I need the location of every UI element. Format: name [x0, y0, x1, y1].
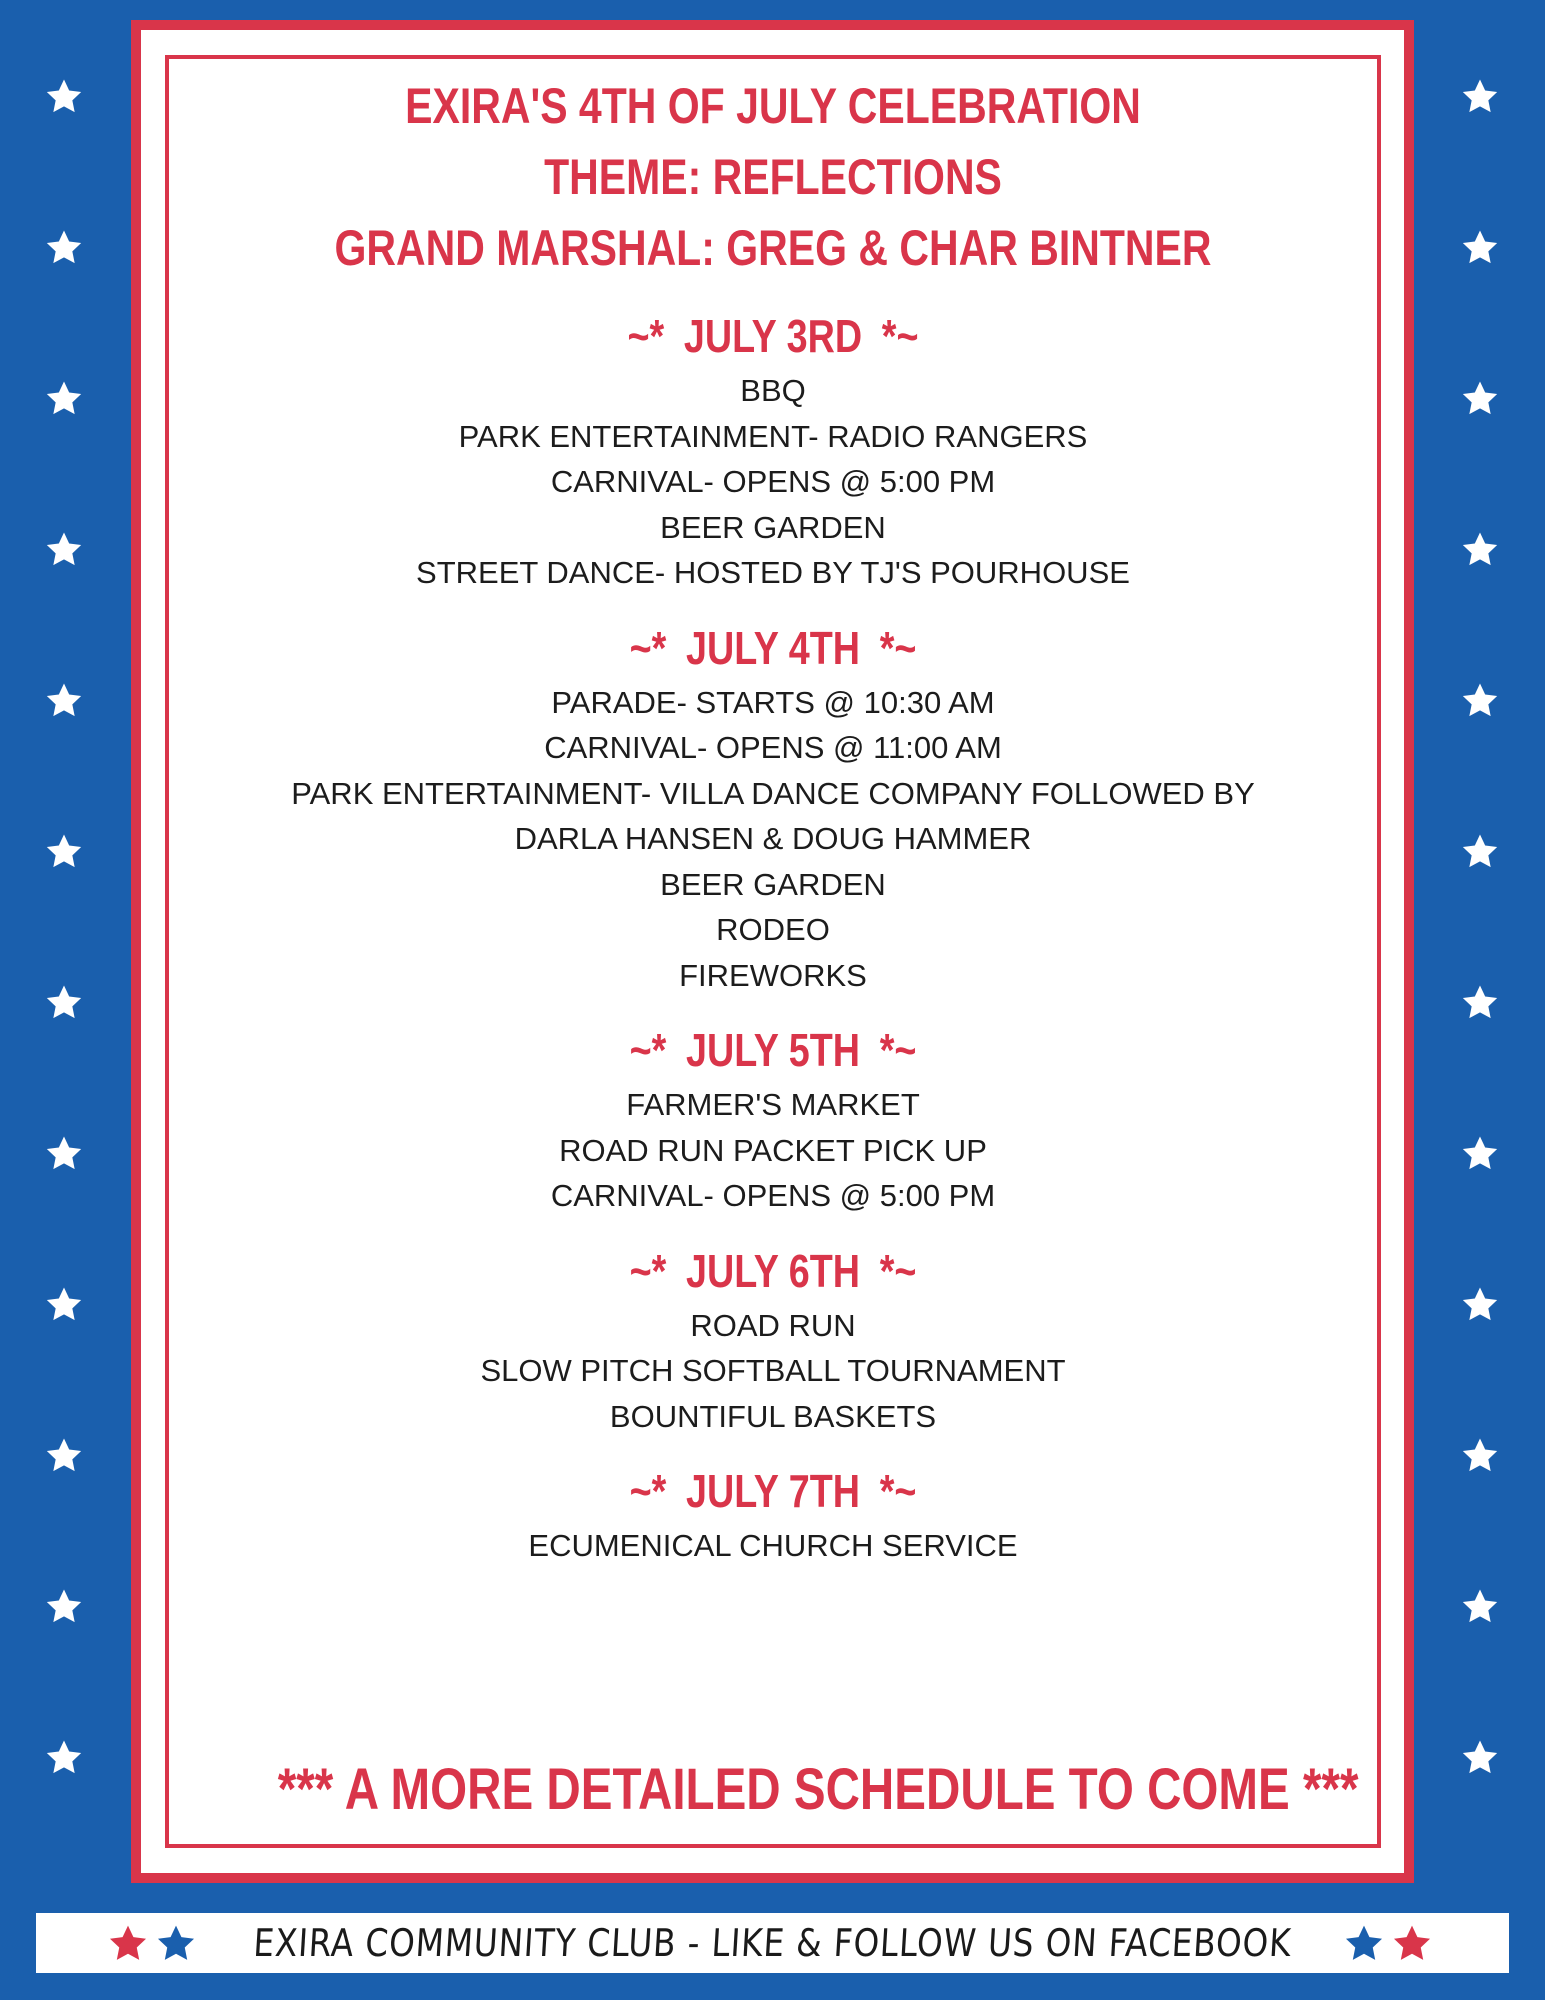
day-title: [278, 1022, 1269, 1078]
schedule-item: ROAD RUN PACKET PICK UP: [559, 1132, 987, 1168]
schedule-item: DARLA HANSEN & DOUG HAMMER: [514, 821, 1032, 856]
day-title-prefix: ~*: [629, 1244, 667, 1297]
flyer-header: [169, 71, 1377, 284]
white-star-icon: [44, 1285, 84, 1436]
white-star-icon: [44, 1738, 84, 1889]
red-star-icon: [1390, 1923, 1434, 1965]
white-star-icon: [1460, 1587, 1500, 1738]
schedule: [169, 308, 1377, 1569]
day-title-text: JULY 7TH: [685, 1465, 861, 1517]
schedule-item: PARK ENTERTAINMENT- VILLA DANCE COMPANY FOLLOWED BY: [291, 775, 1255, 811]
event-title: EXIRA'S 4TH OF JULY CELEBRATION: [405, 78, 1141, 134]
detailed-schedule-note: *** A MORE DETAILED SCHEDULE TO COME ***: [277, 1757, 1359, 1822]
day-title-suffix: *~: [879, 1465, 917, 1517]
schedule-item: FIREWORKS: [679, 957, 867, 993]
red-star-icon: [106, 1923, 150, 1965]
day-section: [169, 308, 1377, 596]
day-title: [278, 1243, 1269, 1299]
white-star-icon: [44, 77, 84, 228]
footer-bar: [36, 1913, 1509, 1973]
footer-text: EXIRA COMMUNITY CLUB - LIKE & FOLLOW US ON FACEBOOK: [252, 1921, 1293, 1965]
blue-star-icon: [154, 1923, 198, 1965]
day-title-text: JULY 6TH: [685, 1244, 861, 1297]
white-star-icon: [44, 1134, 84, 1285]
day-title-text: JULY 4TH: [685, 621, 861, 674]
schedule-item: CARNIVAL- OPENS @ 11:00 AM: [544, 730, 1002, 765]
day-title-text: JULY 3RD: [683, 310, 863, 362]
day-title-prefix: ~*: [629, 1024, 667, 1076]
schedule-item: PARK ENTERTAINMENT- RADIO RANGERS: [458, 418, 1088, 454]
day-section: [169, 1022, 1377, 1219]
day-section: [169, 1243, 1377, 1440]
flyer-content: [169, 59, 1377, 1569]
schedule-item: BEER GARDEN: [660, 866, 886, 902]
white-star-icon: [1460, 228, 1500, 379]
white-star-icon: [1460, 983, 1500, 1134]
white-star-icon: [1460, 1436, 1500, 1587]
day-title: [278, 1463, 1269, 1519]
day-title-suffix: *~: [879, 621, 917, 674]
right-star-column: [1450, 77, 1510, 1889]
white-star-icon: [44, 983, 84, 1134]
blue-star-icon: [1342, 1923, 1386, 1965]
white-star-icon: [44, 1436, 84, 1587]
day-title-prefix: ~*: [629, 621, 667, 674]
white-star-icon: [44, 832, 84, 983]
day-title-prefix: ~*: [627, 310, 665, 362]
white-star-icon: [1460, 1134, 1500, 1285]
day-section: [169, 620, 1377, 999]
day-title: [278, 620, 1269, 676]
white-star-icon: [44, 681, 84, 832]
event-theme: THEME: REFLECTIONS: [544, 149, 1002, 205]
left-star-column: [34, 77, 94, 1889]
day-section: [169, 1463, 1377, 1569]
schedule-item: ECUMENICAL CHURCH SERVICE: [528, 1528, 1018, 1563]
day-title-suffix: *~: [881, 310, 919, 362]
white-star-icon: [1460, 379, 1500, 530]
white-star-icon: [1460, 530, 1500, 681]
schedule-item: BBQ: [740, 373, 806, 408]
white-star-icon: [44, 228, 84, 379]
day-title-suffix: *~: [879, 1024, 917, 1076]
schedule-item: RODEO: [716, 912, 830, 947]
footer-stars-left: [106, 1923, 198, 1965]
schedule-item: CARNIVAL- OPENS @ 5:00 PM: [550, 464, 996, 499]
schedule-item: FARMER'S MARKET: [626, 1087, 920, 1122]
grand-marshal: GRAND MARSHAL: GREG & CHAR BINTNER: [334, 220, 1212, 276]
schedule-item: ROAD RUN: [690, 1307, 856, 1343]
white-star-icon: [44, 530, 84, 681]
white-star-icon: [44, 379, 84, 530]
schedule-item: PARADE- STARTS @ 10:30 AM: [551, 684, 995, 720]
white-star-icon: [1460, 1738, 1500, 1889]
white-star-icon: [44, 1587, 84, 1738]
schedule-item: BEER GARDEN: [660, 509, 886, 545]
day-title-suffix: *~: [879, 1244, 917, 1297]
white-star-icon: [1460, 832, 1500, 983]
day-title-prefix: ~*: [629, 1465, 667, 1517]
white-star-icon: [1460, 1285, 1500, 1436]
day-title: [278, 308, 1269, 364]
schedule-item: STREET DANCE- HOSTED BY TJ'S POURHOUSE: [416, 555, 1130, 590]
schedule-item: SLOW PITCH SOFTBALL TOURNAMENT: [480, 1353, 1066, 1388]
day-title-text: JULY 5TH: [685, 1024, 861, 1076]
footer-stars-right: [1342, 1923, 1434, 1965]
white-star-icon: [1460, 77, 1500, 228]
schedule-item: CARNIVAL- OPENS @ 5:00 PM: [550, 1178, 996, 1213]
white-star-icon: [1460, 681, 1500, 832]
schedule-item: BOUNTIFUL BASKETS: [609, 1398, 937, 1434]
